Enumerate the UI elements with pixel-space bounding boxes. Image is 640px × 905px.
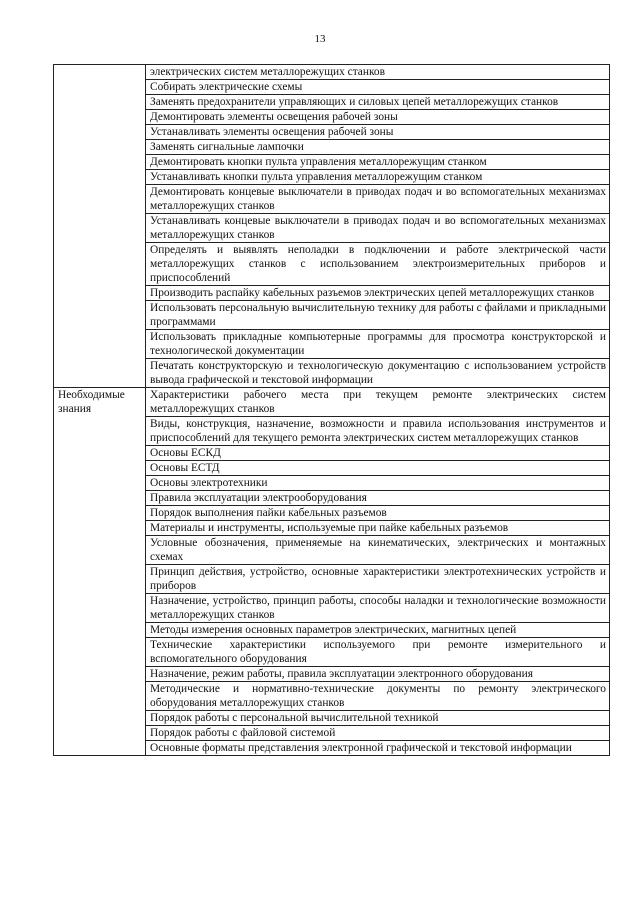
requirement-cell: Заменять предохранители управляющих и силовых цепей металлорежущих станков — [146, 95, 610, 110]
requirement-cell: Использовать персональную вычислительную технику для работы с файлами и прикладными программами — [146, 301, 610, 330]
requirement-cell: электрических систем металлорежущих станков — [146, 65, 610, 80]
requirement-cell: Материалы и инструменты, используемые при пайке кабельных разъемов — [146, 521, 610, 536]
requirement-cell: Принцип действия, устройство, основные характеристики электротехнических устройств и приборов — [146, 565, 610, 594]
requirement-cell: Основные форматы представления электронной графической и текстовой информации — [146, 741, 610, 756]
requirement-cell: Порядок выполнения пайки кабельных разъемов — [146, 506, 610, 521]
knowledge-label-cell: Необходимые знания — [54, 388, 146, 756]
requirement-cell: Устанавливать кнопки пульта управления металлорежущим станком — [146, 170, 610, 185]
requirement-cell: Технические характеристики используемого при ремонте измерительного и вспомогательного оборудования — [146, 638, 610, 667]
requirement-cell: Демонтировать элементы освещения рабочей зоны — [146, 110, 610, 125]
table-row — [54, 388, 610, 417]
requirement-cell: Методические и нормативно-технические документы по ремонту электрического оборудования металлорежущих станков — [146, 682, 610, 711]
table-row — [54, 65, 610, 80]
requirement-cell: Печатать конструкторскую и технологическую документацию с использованием устройств вывода графической и текстовой информации — [146, 359, 610, 388]
requirements-table-body — [54, 65, 610, 756]
requirement-cell: Назначение, устройство, принцип работы, способы наладки и технологические возможности металлорежущих станков — [146, 594, 610, 623]
requirement-cell: Назначение, режим работы, правила эксплуатации электронного оборудования — [146, 667, 610, 682]
requirement-cell: Устанавливать концевые выключатели в приводах подач и во вспомогательных механизмах металлорежущих станков — [146, 214, 610, 243]
requirement-cell: Основы ЕСТД — [146, 461, 610, 476]
requirement-cell: Порядок работы с персональной вычислительной техникой — [146, 711, 610, 726]
requirement-cell: Основы электротехники — [146, 476, 610, 491]
requirement-cell: Использовать прикладные компьютерные программы для просмотра конструкторской и технологической документации — [146, 330, 610, 359]
requirement-cell: Правила эксплуатации электрооборудования — [146, 491, 610, 506]
requirement-cell: Устанавливать элементы освещения рабочей зоны — [146, 125, 610, 140]
requirement-cell: Условные обозначения, применяемые на кинематических, электрических и монтажных схемах — [146, 536, 610, 565]
requirement-cell: Основы ЕСКД — [146, 446, 610, 461]
requirement-cell: Виды, конструкция, назначение, возможности и правила использования инструментов и приспособлений для текущего ремонта электрических систем металлорежущих станков — [146, 417, 610, 446]
requirement-cell: Демонтировать концевые выключатели в приводах подач и во вспомогательных механизмах металлорежущих станков — [146, 185, 610, 214]
page-number: 13 — [314, 33, 326, 45]
requirement-cell: Заменять сигнальные лампочки — [146, 140, 610, 155]
requirement-cell: Характеристики рабочего места при текущем ремонте электрических систем металлорежущих станков — [146, 388, 610, 417]
skills-label-cell — [54, 65, 146, 388]
requirements-table — [53, 64, 610, 756]
requirement-cell: Производить распайку кабельных разъемов электрических цепей металлорежущих станков — [146, 286, 610, 301]
requirement-cell: Собирать электрические схемы — [146, 80, 610, 95]
requirement-cell: Методы измерения основных параметров электрических, магнитных цепей — [146, 623, 610, 638]
requirement-cell: Определять и выявлять неполадки в подключении и работе электрической части металлорежущих станков с использованием электроизмерительных приборов и приспособлений — [146, 243, 610, 286]
requirement-cell: Демонтировать кнопки пульта управления металлорежущим станком — [146, 155, 610, 170]
requirement-cell: Порядок работы с файловой системой — [146, 726, 610, 741]
